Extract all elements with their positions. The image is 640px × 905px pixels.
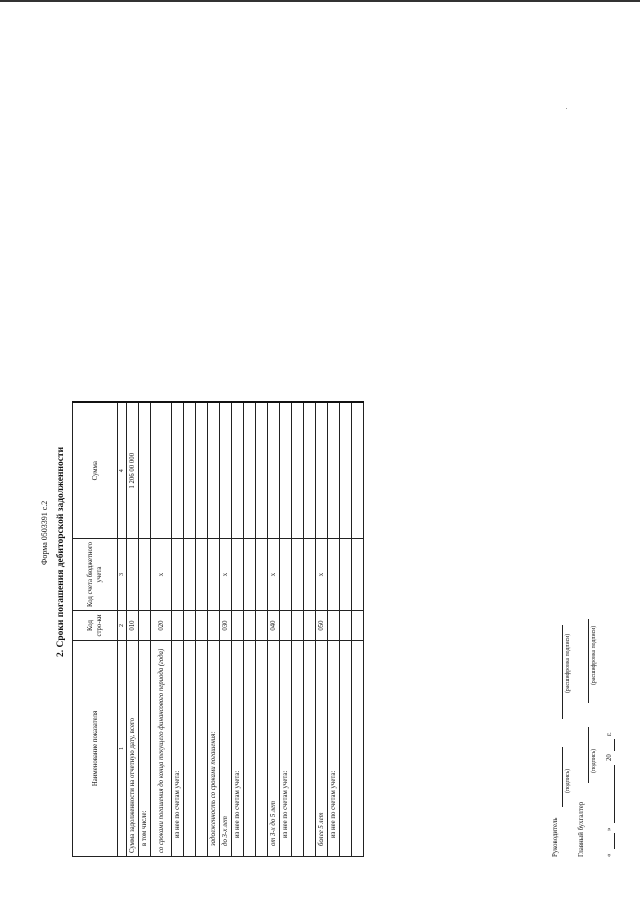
row-account-code [256,539,268,611]
row-line-code [292,611,304,641]
accountant-sign-line [588,727,589,783]
row-name [352,641,364,857]
row-sum [280,403,292,539]
row-sum [352,403,364,539]
row-line-code [328,611,340,641]
head-sign-caption: (подпись) [565,768,571,793]
row-line-code: 010 [127,611,139,641]
row-account-code [292,539,304,611]
table-row [127,403,139,857]
row-sum [172,403,184,539]
table-row [196,403,208,857]
row-account-code: х [151,539,172,611]
row-name [304,641,316,857]
row-name: от 3-х до 5 лет [268,641,280,857]
row-sum [328,403,340,539]
row-account-code: х [316,539,328,611]
form-number: Форма 0503391 с.2 [40,500,49,565]
table-row [268,403,280,857]
date-year-suffix: г. [606,732,613,736]
row-account-code [127,539,139,611]
table-row [232,403,244,857]
column-number: 4 [118,403,127,539]
row-sum [268,403,280,539]
row-name [256,641,268,857]
row-sum [232,403,244,539]
date-day-line [614,833,615,849]
section-title: 2. Сроки погашения дебиторской задолженности [56,446,66,657]
date-close-quote: » [606,827,613,831]
row-name: из нее по счетам учета: [328,641,340,857]
date-open-quote: « [606,853,613,857]
row-name: в том числе: [139,641,151,857]
accountant-name-line [588,619,589,703]
table-row [244,403,256,857]
row-name [244,641,256,857]
row-name: из нее по счетам учета: [232,641,244,857]
row-sum: 1 206 00 000 [127,403,139,539]
row-name: со сроками погашения до конца текущего финансового периода (года) [151,641,172,857]
row-account-code [304,539,316,611]
accountant-label: Главный бухгалтер [578,801,585,857]
table-row [151,403,172,857]
row-name [340,641,352,857]
date-year-prefix: 20 [606,754,613,761]
row-sum [139,403,151,539]
row-sum [220,403,232,539]
row-sum [151,403,172,539]
header-sum: Сумма [73,403,118,539]
head-sign-line [562,747,563,807]
table-row [352,403,364,857]
row-account-code [172,539,184,611]
row-line-code: 040 [268,611,280,641]
row-name: более 5 лет [316,641,328,857]
row-name [184,641,196,857]
row-name: из нее по счетам учета: [280,641,292,857]
row-account-code [352,539,364,611]
accountant-name-caption: (расшифровка подписи) [591,625,597,685]
row-name: из нее по счетам учета: [172,641,184,857]
row-line-code [184,611,196,641]
date-month-line [614,765,615,823]
row-name: до 3-х лет [220,641,232,857]
row-account-code [208,539,220,611]
table-row [304,403,316,857]
table-row [316,403,328,857]
table-row [328,403,340,857]
column-number: 2 [118,611,127,641]
row-line-code: 030 [220,611,232,641]
receivables-maturity-table [72,402,364,858]
date-year-line [614,739,615,751]
row-account-code [340,539,352,611]
row-account-code [139,539,151,611]
row-line-code [340,611,352,641]
row-account-code [196,539,208,611]
row-name [196,641,208,857]
row-line-code [172,611,184,641]
row-sum [304,403,316,539]
row-line-code [352,611,364,641]
row-line-code: 050 [316,611,328,641]
row-name: задолженность со сроками погашения: [208,641,220,857]
row-account-code [280,539,292,611]
row-sum [256,403,268,539]
row-line-code [280,611,292,641]
row-sum [340,403,352,539]
row-line-code [232,611,244,641]
table-row [139,403,151,857]
accountant-sign-caption: (подпись) [591,748,597,773]
row-sum [184,403,196,539]
column-number-row [118,403,127,857]
row-sum [244,403,256,539]
row-sum [316,403,328,539]
row-name [292,641,304,857]
column-number: 3 [118,539,127,611]
table-row [292,403,304,857]
table-row [184,403,196,857]
row-sum [208,403,220,539]
head-name-line [562,625,563,719]
table-row [172,403,184,857]
row-sum [292,403,304,539]
header-account-code: Код счета бюджетного учета [73,539,118,611]
row-line-code [208,611,220,641]
header-indicator-name: Наименование показателя [73,641,118,857]
row-account-code [244,539,256,611]
row-line-code [256,611,268,641]
table-row [256,403,268,857]
table-row [340,403,352,857]
row-line-code [196,611,208,641]
row-line-code [244,611,256,641]
table-body [127,403,364,857]
head-name-caption: (расшифровка подписи) [565,633,571,693]
header-line-code: Код стро-ки [73,611,118,641]
row-sum [196,403,208,539]
table-header-row [73,403,118,857]
row-account-code: х [268,539,280,611]
table-row [220,403,232,857]
row-account-code [232,539,244,611]
head-label: Руководитель [552,817,559,857]
row-account-code [328,539,340,611]
column-number: 1 [118,641,127,857]
row-line-code [139,611,151,641]
row-account-code [184,539,196,611]
row-line-code: 020 [151,611,172,641]
table-row [280,403,292,857]
row-line-code [304,611,316,641]
row-account-code: х [220,539,232,611]
table-row [208,403,220,857]
row-name: Сумма задолженности на отчетную дату, всего [127,641,139,857]
